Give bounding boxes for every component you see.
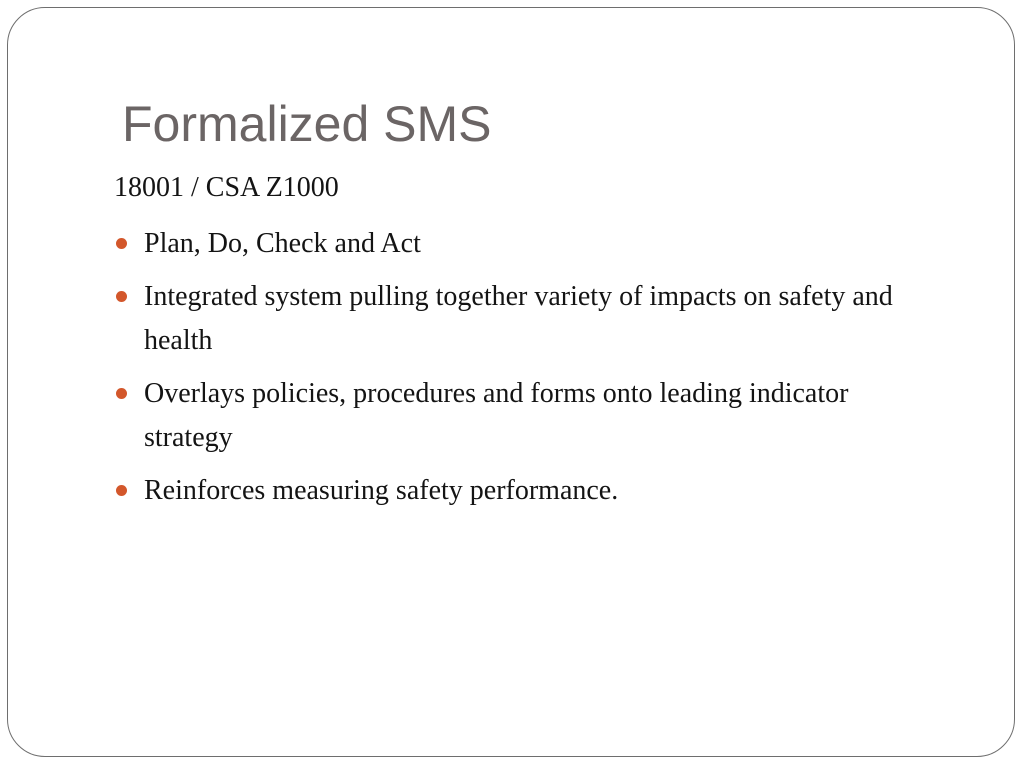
bullet-text: Reinforces measuring safety performance. [144, 475, 619, 506]
subheading: 18001 / CSA Z1000 [114, 172, 339, 203]
bullet-dot-icon [116, 485, 127, 496]
bullet-item [114, 372, 914, 460]
bullet-item [114, 469, 914, 513]
bullet-text: Plan, Do, Check and Act [144, 228, 421, 259]
bullet-item [114, 222, 914, 266]
bullet-list [114, 222, 914, 513]
slide-body [114, 168, 914, 522]
bullet-dot-icon [116, 291, 127, 302]
bullet-text: Integrated system pulling together variety of impacts on safety and health [144, 281, 893, 356]
bullet-dot-icon [116, 388, 127, 399]
bullet-item [114, 275, 914, 363]
slide-title: Formalized SMS [122, 96, 492, 152]
bullet-dot-icon [116, 238, 127, 249]
bullet-text: Overlays policies, procedures and forms onto leading indicator strategy [144, 378, 849, 453]
